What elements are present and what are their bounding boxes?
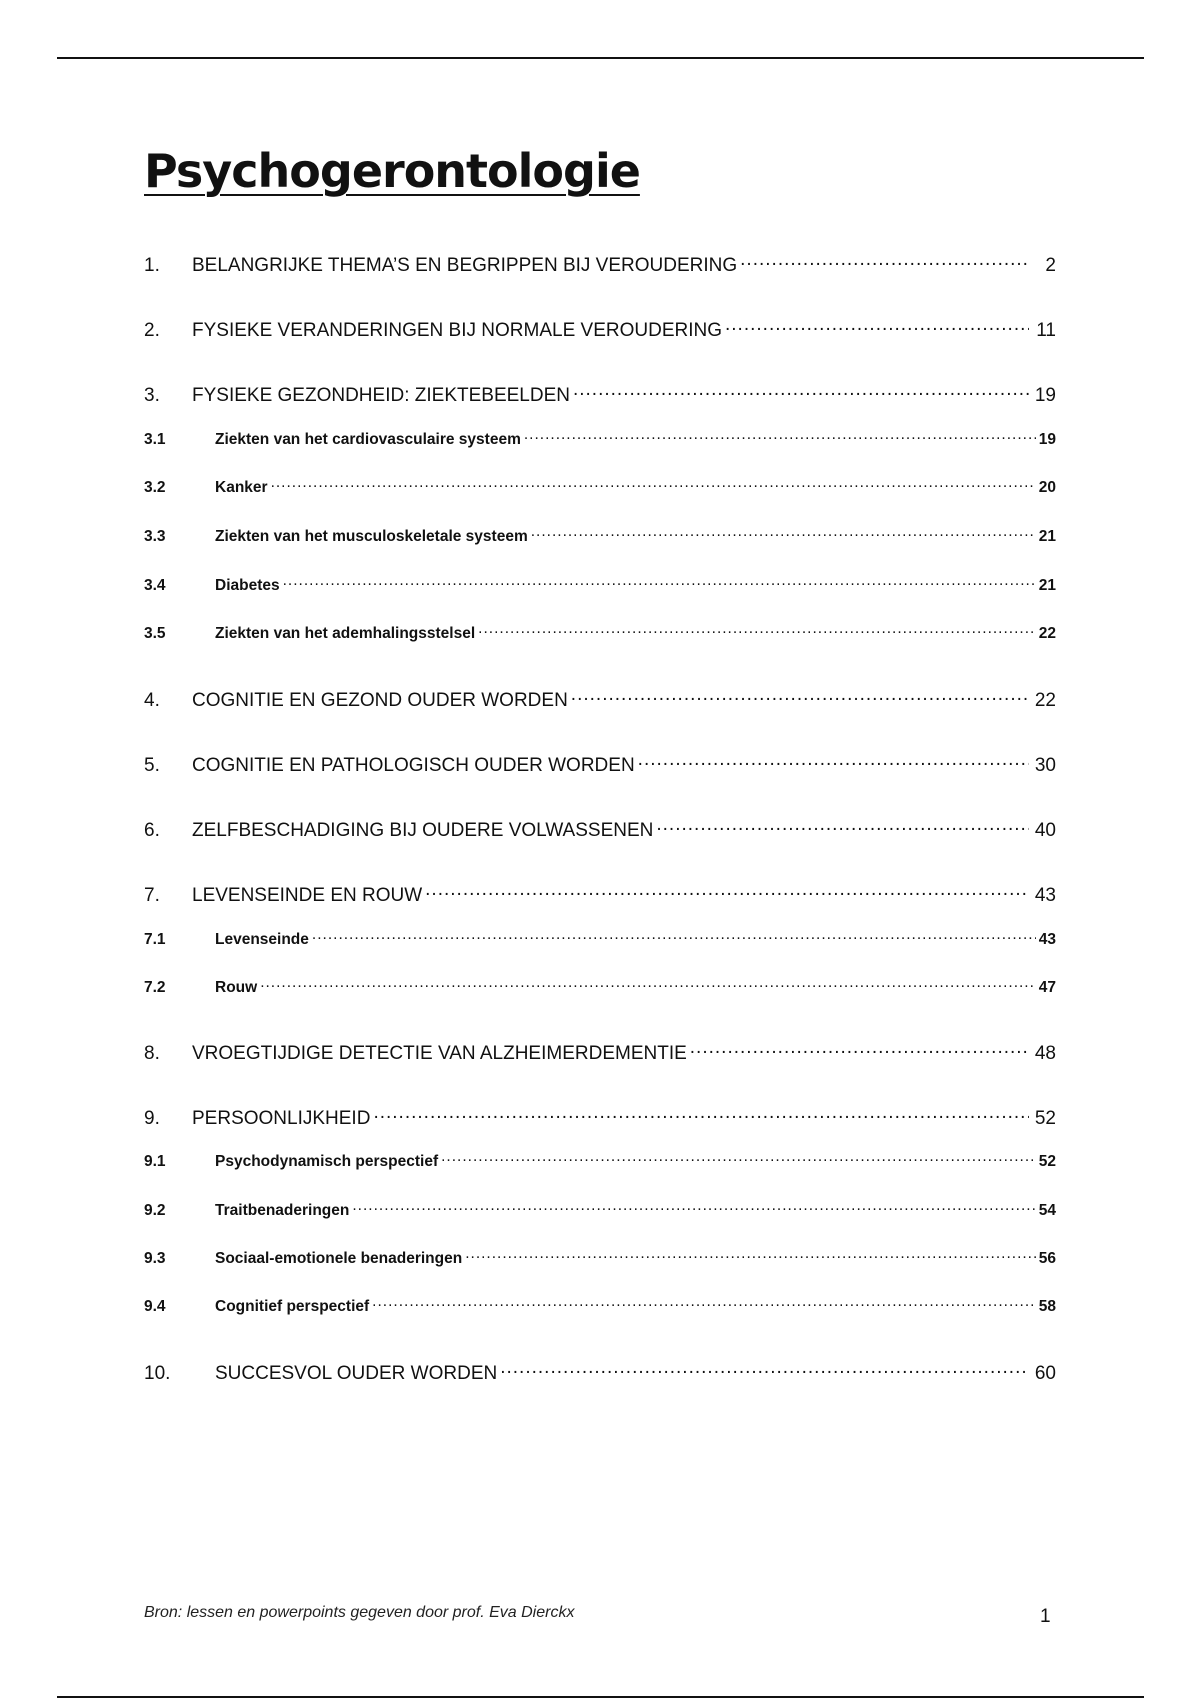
page-title: Psychogerontologie	[144, 144, 640, 198]
toc-entry-number: 9.1	[144, 1152, 166, 1170]
toc-entry-label: COGNITIE EN GEZOND OUDER WORDEN	[192, 690, 568, 711]
toc-entry[interactable]	[144, 382, 1056, 412]
toc-entry[interactable]	[144, 622, 1056, 648]
toc-entry-label: Cognitief perspectief	[215, 1297, 370, 1315]
toc-entry-label: Sociaal-emotionele benaderingen	[215, 1249, 463, 1267]
toc-dot-leader	[478, 622, 1036, 638]
toc-entry-label: FYSIEKE GEZONDHEID: ZIEKTEBEELDEN	[192, 385, 570, 406]
toc-entry[interactable]	[144, 817, 1056, 847]
toc-entry-label: Ziekten van het musculoskeletale systeem	[215, 527, 528, 545]
toc-entry-number: 4.	[144, 690, 160, 711]
toc-dot-leader	[260, 976, 1036, 992]
toc-entry-page: 48	[1034, 1043, 1056, 1064]
toc-entry-page: 21	[1038, 576, 1056, 594]
toc-entry[interactable]	[144, 882, 1056, 912]
toc-entry-label: VROEGTIJDIGE DETECTIE VAN ALZHEIMERDEMENTIE	[192, 1043, 687, 1064]
toc-entry[interactable]	[144, 317, 1056, 347]
toc-entry-label: COGNITIE EN PATHOLOGISCH OUDER WORDEN	[192, 755, 635, 776]
toc-entry[interactable]	[144, 1040, 1056, 1070]
toc-dot-leader	[312, 928, 1036, 944]
toc-entry-label: Traitbenaderingen	[215, 1201, 350, 1219]
toc-entry-label: Psychodynamisch perspectief	[215, 1152, 439, 1170]
toc-entry-page: 19	[1034, 385, 1056, 406]
toc-entry[interactable]	[144, 976, 1056, 1002]
toc-entry-page: 58	[1038, 1297, 1056, 1315]
toc-entry-number: 10.	[144, 1363, 171, 1384]
toc-entry-label: Rouw	[215, 978, 258, 996]
toc-entry-number: 6.	[144, 820, 160, 841]
toc-entry-page: 19	[1038, 430, 1056, 448]
toc-entry-page: 43	[1038, 930, 1056, 948]
toc-entry-page: 47	[1038, 978, 1056, 996]
footer-source: Bron: lessen en powerpoints gegeven door prof. Eva Dierckx	[144, 1604, 575, 1621]
toc-entry-page: 56	[1038, 1249, 1056, 1267]
footer-page-number: 1	[1040, 1606, 1051, 1627]
toc-entry[interactable]	[144, 1199, 1056, 1225]
toc-entry[interactable]	[144, 428, 1056, 454]
toc-entry[interactable]	[144, 476, 1056, 502]
toc-entry-label: PERSOONLIJKHEID	[192, 1108, 371, 1129]
toc-entry-page: 20	[1038, 478, 1056, 496]
toc-entry[interactable]	[144, 1150, 1056, 1176]
toc-entry-number: 7.2	[144, 978, 166, 996]
toc-entry-number: 9.4	[144, 1297, 166, 1315]
toc-dot-leader	[441, 1150, 1036, 1166]
toc-entry-number: 9.3	[144, 1249, 166, 1267]
toc-entry-number: 5.	[144, 755, 160, 776]
toc-entry-label: Levenseinde	[215, 930, 309, 948]
toc-entry[interactable]	[144, 928, 1056, 954]
toc-entry-label: Diabetes	[215, 576, 280, 594]
toc-dot-leader	[283, 574, 1036, 590]
toc-entry-page: 11	[1036, 320, 1056, 341]
toc-dot-leader	[638, 752, 1029, 771]
toc-entry-page: 21	[1038, 527, 1056, 545]
toc-dot-leader	[524, 428, 1036, 444]
toc-dot-leader	[573, 382, 1029, 401]
toc-entry[interactable]	[144, 525, 1056, 551]
toc-entry-number: 3.1	[144, 430, 166, 448]
toc-dot-leader	[352, 1199, 1035, 1215]
toc-entry-number: 7.	[144, 885, 160, 906]
toc-entry-label: Ziekten van het ademhalingsstelsel	[215, 624, 476, 642]
toc-entry[interactable]	[144, 1360, 1056, 1390]
toc-entry-label: ZELFBESCHADIGING BIJ OUDERE VOLWASSENEN	[192, 820, 654, 841]
toc-entry-page: 30	[1034, 755, 1056, 776]
toc-entry-label: SUCCESVOL OUDER WORDEN	[215, 1363, 498, 1384]
toc-dot-leader	[372, 1295, 1036, 1311]
toc-entry-page: 52	[1034, 1108, 1056, 1129]
toc-entry-label: LEVENSEINDE EN ROUW	[192, 885, 423, 906]
toc-dot-leader	[465, 1247, 1036, 1263]
toc-entry[interactable]	[144, 752, 1056, 782]
toc-dot-leader	[656, 817, 1029, 836]
toc-entry-number: 3.4	[144, 576, 166, 594]
toc-dot-leader	[690, 1040, 1029, 1059]
toc-entry-label: Ziekten van het cardiovasculaire systeem	[215, 430, 521, 448]
toc-entry-label: FYSIEKE VERANDERINGEN BIJ NORMALE VEROUDERING	[192, 320, 722, 341]
toc-entry[interactable]	[144, 574, 1056, 600]
toc-entry[interactable]	[144, 1247, 1056, 1273]
toc-entry-number: 3.3	[144, 527, 166, 545]
footer-rule	[57, 1696, 1144, 1698]
toc-entry-page: 2	[1045, 255, 1056, 276]
toc-entry-number: 3.2	[144, 478, 166, 496]
toc-entry-number: 2.	[144, 320, 160, 341]
toc-dot-leader	[725, 317, 1029, 336]
toc-entry-page: 60	[1034, 1363, 1056, 1384]
toc-dot-leader	[531, 525, 1036, 541]
toc-entry[interactable]	[144, 1105, 1056, 1135]
toc-entry-label: Kanker	[215, 478, 268, 496]
toc-entry-page: 22	[1038, 624, 1056, 642]
toc-entry-number: 9.2	[144, 1201, 166, 1219]
toc-entry-page: 40	[1034, 820, 1056, 841]
toc-dot-leader	[500, 1360, 1029, 1379]
toc-entry-page: 52	[1038, 1152, 1056, 1170]
toc-entry-page: 54	[1038, 1201, 1056, 1219]
toc-entry-label: BELANGRIJKE THEMA’S EN BEGRIPPEN BIJ VEROUDERING	[192, 255, 738, 276]
toc-dot-leader	[425, 882, 1029, 901]
toc-entry-number: 1.	[144, 255, 160, 276]
toc-entry[interactable]	[144, 1295, 1056, 1321]
toc-entry-number: 7.1	[144, 930, 166, 948]
toc-entry-number: 9.	[144, 1108, 160, 1129]
toc-entry-number: 3.	[144, 385, 160, 406]
toc-entry-page: 22	[1034, 690, 1056, 711]
toc-entry[interactable]	[144, 252, 1056, 282]
header-rule	[57, 57, 1144, 59]
toc-entry-number: 3.5	[144, 624, 166, 642]
toc-entry-page: 43	[1034, 885, 1056, 906]
toc-entry[interactable]	[144, 687, 1056, 717]
toc-dot-leader	[571, 687, 1029, 706]
toc-entry-number: 8.	[144, 1043, 160, 1064]
toc-dot-leader	[373, 1105, 1029, 1124]
toc-dot-leader	[740, 252, 1029, 271]
toc-dot-leader	[271, 476, 1036, 492]
